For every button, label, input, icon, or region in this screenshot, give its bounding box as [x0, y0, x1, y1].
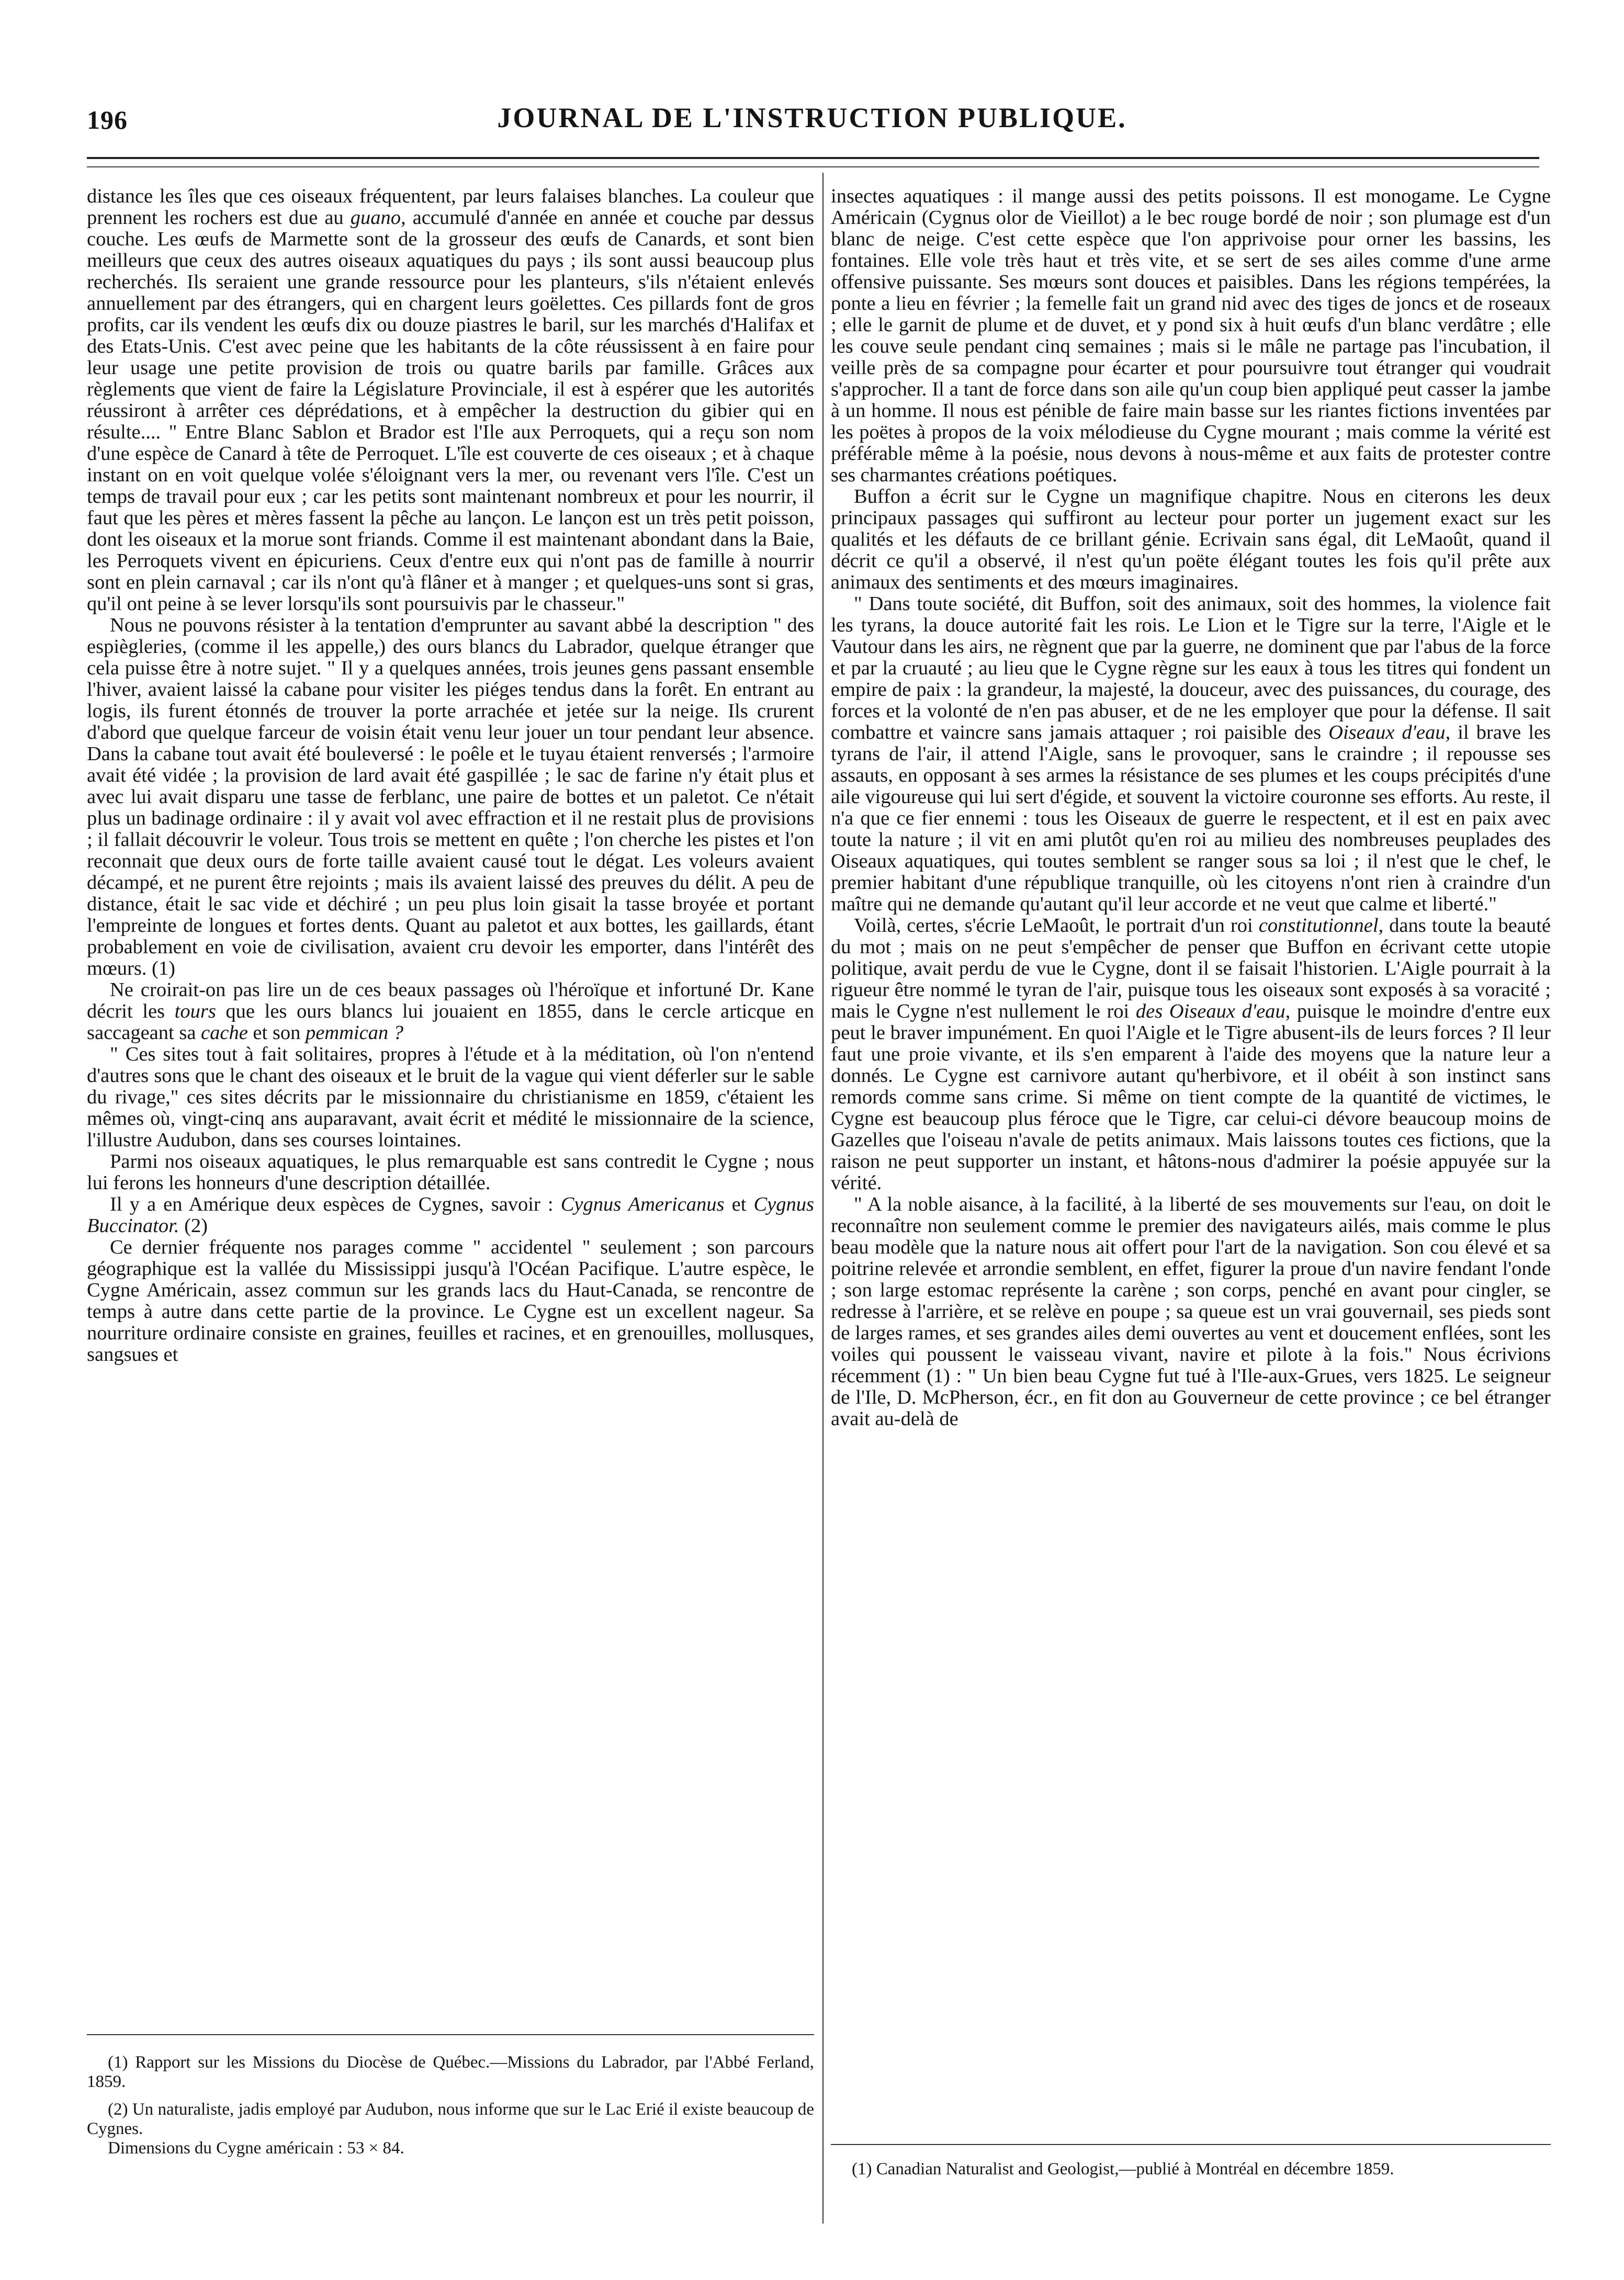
footnotes-right: [831, 2160, 1551, 2179]
page-number: 196: [87, 105, 128, 134]
left-column: [87, 186, 814, 1365]
paragraph: Parmi nos oiseaux aquatiques, le plus remarquable est sans contredit le Cygne ; nous lui ferons les honneurs d'une description détaillée.: [87, 1150, 814, 1194]
paragraph: " Ces sites tout à fait solitaires, propres à l'étude et à la méditation, où l'on n'entend d'autres sons que le chant des oiseaux et le bruit de la vague qui vient déferler sur le sable du rivage," ces sites décrits par le missionnaire du christianisme en 1859, c'étaient les mêmes où, vingt-cinq ans auparavant, avait écrit et médité le missionnaire de la science, l'illustre Audubon, dans ses courses lointaines.: [87, 1043, 814, 1151]
paragraph: " A la noble aisance, à la facilité, à la liberté de ses mouvements sur l'eau, on doit le reconnaître non seulement comme le premier des navigateurs ailés, mais comme le plus beau modèle que la nature nous ait offert pour l'art de la navigation. Son cou élevé et sa poitrine relevée et arrondie semblent, en effet, figurer la proue d'un navire fendant l'onde ; son large estomac représente la carène ; son corps, penché en avant pour cingler, se redresse à l'arrière, et se relève en poupe ; sa queue est un vrai gouvernail, ses pieds sont de larges rames, et ses grandes ailes demi ouvertes au vent et doucement enflées, sont les voiles qui poussent le vaisseau vivant, navire et pilote à la fois." Nous écrivions récemment (1) : " Un bien beau Cygne fut tué à l'Ile-aux-Grues, vers 1825. Le seigneur de l'Ile, D. McPherson, écr., en fit don au Gouverneur de cette province ; ce bel étranger avait au-delà de: [831, 1193, 1551, 1430]
paragraph: " Dans toute société, dit Buffon, soit des animaux, soit des hommes, la violence fait les tyrans, la douce autorité fait les rois. Le Lion et le Tigre sur la terre, l'Aigle et le Vautour dans les airs, ne règnent que par la guerre, ne dominent que par l'abus de la force et par la cruauté ; au lieu que le Cygne règne sur les eaux à tous les titres qui fondent un empire de paix : la grandeur, la majesté, la douceur, avec des puissances, du courage, des forces et la volonté de n'en pas abuser, et de ne les employer que pour la défense. Il sait combattre et vaincre sans jamais attaquer ; roi paisible des Oiseaux d'eau, il brave les tyrans de l'air, il attend l'Aigle, sans le provoquer, sans le craindre ; il repousse ses assauts, en opposant à ses armes la résistance de ses plumes et les coups précipités d'une aile vigoureuse qui lui sert d'égide, et souvent la victoire couronne ses efforts. Au reste, il n'a que ce fier ennemi : tous les Oiseaux de guerre le respectent, et il est en paix avec toute la nature ; il vit en ami plutôt qu'en roi au milieu des nombreuses peuplades des Oiseaux aquatiques, qui toutes semblent se ranger sous sa loi ; il n'est que le chef, le premier habitant d'une république tranquille, où les citoyens n'ont rien à craindre d'un maître qui ne demande qu'autant qu'il leur accorde et ne veut que calme et liberté.": [831, 593, 1551, 915]
paragraph: Ce dernier fréquente nos parages comme " accidentel " seulement ; son parcours géographique est la vallée du Mississippi jusqu'à l'Océan Pacifique. L'autre espèce, le Cygne Américain, assez commun sur les grands lacs du Haut-Canada, se rencontre de temps à autre dans cette partie de la province. Le Cygne est un excellent nageur. Sa nourriture ordinaire consiste en graines, feuilles et racines, et en grenouilles, mollusques, sangsues et: [87, 1236, 814, 1365]
header-rule: [87, 157, 1539, 159]
paragraph: distance les îles que ces oiseaux fréquentent, par leurs falaises blanches. La couleur que prennent les rochers est due au guano, accumulé d'année en année et couche par dessus couche. Les œufs de Marmette sont de la grosseur des œufs de Canards, et sont bien meilleurs que ceux des autres oiseaux aquatiques du pays ; ils sont aussi beaucoup plus recherchés. Ils seraient une grande ressource pour les planteurs, s'ils n'étaient enlevés annuellement par des étrangers, qui en chargent leurs goëlettes. Ces pillards font de gros profits, car ils vendent les œufs dix ou douze piastres le baril, sur les marchés d'Halifax et des Etats-Unis. C'est avec peine que les habitants de la côte réussissent à en faire pour leur usage une petite provision de trois ou quatre barils par famille. Grâces aux règlements que vient de faire la Législature Provinciale, il est à espérer que les autorités réussiront à arrêter ces déprédations, et à empêcher la destruction du gibier qui en résulte.... " Entre Blanc Sablon et Brador est l'Ile aux Perroquets, qui a reçu son nom d'une espèce de Canard à tête de Perroquet. L'île est couverte de ces oiseaux ; et à chaque instant on en voit quelque volée s'éloignant vers la mer, ou revenant vers l'île. C'est un temps de travail pour eux ; car les petits sont maintenant nombreux et pour les nourrir, il faut que les pères et mères fassent la pêche au lançon. Le lançon est un très petit poisson, dont les oiseaux et la morue sont friands. Comme il est maintenant abondant dans la Baie, les Perroquets vivent en épicuriens. Ceux d'entre eux qui n'ont pas de famille à nourrir sont en plein carnaval ; car ils n'ont qu'à flâner et à manger ; et quelques-uns sont si gras, qu'il ont peine à se lever lorsqu'ils sont poursuivis par le chasseur.": [87, 185, 814, 615]
footnote-rule: [87, 2034, 814, 2035]
paragraph: Ne croirait-on pas lire un de ces beaux passages où l'héroïque et infortuné Dr. Kane décrit les tours que les ours blancs lui jouaient en 1855, dans le cercle articque en saccageant sa cache et son pemmican ?: [87, 979, 814, 1044]
paragraph: Buffon a écrit sur le Cygne un magnifique chapitre. Nous en citerons les deux principaux passages qui suffiront au lecteur pour porter un jugement exact sur les qualités et les défauts de ce brillant génie. Ecrivain sans égal, dit LeMaoût, quand il décrit ce qu'il a observé, il n'est qu'un poëte élégant toutes les fois qu'il prête aux animaux des sentiments et des mœurs imaginaires.: [831, 486, 1551, 593]
paragraph: Nous ne pouvons résister à la tentation d'emprunter au savant abbé la description " des espiègleries, (comme il les appelle,) des ours blancs du Labrador, quelque étranger que cela puisse être à notre sujet. " Il y a quelques années, trois jeunes gens passant ensemble l'hiver, avaient laissé la cabane pour visiter les piéges tendus dans la forêt. En entrant au logis, ils furent étonnés de trouver la porte arrachée et jetée sur la neige. Ils crurent d'abord que quelque farceur de voisin était venu leur jouer un tour pendant leur absence. Dans la cabane tout avait été bouleversé : le poêle et le tuyau étaient renversés ; l'armoire avait été vidée ; la provision de lard avait été gaspillée ; le sac de farine n'y était plus et avec lui avait disparu une tasse de ferblanc, une paire de bottes et un paletot. Ce n'était plus un badinage ordinaire : il y avait vol avec effraction et il ne restait plus de provisions ; il fallait découvrir le voleur. Tous trois se mettent en quête ; l'on cherche les pistes et l'on reconnait que deux ours de forte taille avaient causé tout le dégat. Les voleurs avaient décampé, et ne purent être rejoints ; mais ils avaient laissé des preuves du délit. A peu de distance, était le sac vide et déchiré ; un peu plus loin gisait la tasse broyée et portant l'empreinte de longues et fortes dents. Quant au paletot et aux bottes, les gaillards, étant probablement en voie de civilisation, avaient cru devoir les emporter, dans l'intérêt des mœurs. (1): [87, 614, 814, 979]
footnote: Dimensions du Cygne américain : 53 × 84.: [108, 2139, 404, 2158]
right-column: [831, 186, 1551, 1430]
footnotes-left: [87, 2053, 814, 2158]
header-rule-thin: [87, 166, 1539, 167]
page-title: JOURNAL DE L'INSTRUCTION PUBLIQUE.: [497, 102, 1127, 133]
footnote: (2) Un naturaliste, jadis employé par Audubon, nous informe que sur le Lac Erié il existe beaucoup de Cygnes.: [87, 2100, 814, 2138]
paragraph: Il y a en Amérique deux espèces de Cygnes, savoir : Cygnus Americanus et Cygnus Buccinator. (2): [87, 1193, 814, 1237]
column-divider: [822, 173, 824, 2223]
paragraph: Voilà, certes, s'écrie LeMaoût, le portrait d'un roi constitutionnel, dans toute la beauté du mot ; mais on ne peut s'empêcher de penser que Buffon en écrivant cette utopie politique, avait perdu de vue le Cygne, dont il se faisait l'historien. L'Aigle pourrait à la rigueur être nommé le tyran de l'air, puisque tous les oiseaux sont exposés à sa voracité ; mais le Cygne n'est nullement le roi des Oiseaux d'eau, puisque le moindre d'entre eux peut le braver impunément. En quoi l'Aigle et le Tigre abusent-ils de leurs forces ? Il leur faut une proie vivante, et ils s'en emparent à l'aide des moyens que la nature leur a donnés. Le Cygne est carnivore autant qu'herbivore, et il obéit à son instinct sans remords comme sans crime. Si même on tient compte de la quantité de victimes, le Cygne est beaucoup plus féroce que le Tigre, car celui-ci dévore beaucoup moins de Gazelles que l'oiseau n'avale de petits animaux. Mais laissons toutes ces fictions, que la raison ne peut supporter un instant, et hâtons-nous d'admirer la poésie appuyée sur la vérité.: [831, 915, 1551, 1194]
paragraph: insectes aquatiques : il mange aussi des petits poissons. Il est monogame. Le Cygne Américain (Cygnus olor de Vieillot) a le bec rouge bordé de noir ; son plumage est d'un blanc de neige. C'est cette espèce que l'on apprivoise pour orner les bassins, les fontaines. Elle vole très haut et très vite, et se sert de ses ailes comme d'une arme offensive puissante. Ses mœurs sont douces et paisibles. Dans les régions tempérées, la ponte a lieu en février ; la femelle fait un grand nid avec des tiges de joncs et de roseaux ; elle le garnit de plume et de duvet, et y pond six à huit œufs d'un blanc verdâtre ; elle les couve seule pendant cinq semaines ; mais si le mâle ne partage pas l'incubation, il veille près de sa compagne pour écarter et pour poursuivre tout étranger qui voudrait s'approcher. Il a tant de force dans son aile qu'un coup bien appliqué peut casser la jambe à un homme. Il nous est pénible de faire main basse sur les riantes fictions inventées par les poëtes à propos de la voix mélodieuse du Cygne mourant ; mais comme la vérité est préférable même à la poésie, nous devons à nous-même et aux faits de protester contre ses charmantes créations poétiques.: [831, 185, 1551, 486]
footnote: (1) Rapport sur les Missions du Diocèse de Québec.—Missions du Labrador, par l'Abbé Ferland, 1859.: [87, 2053, 814, 2091]
footnote: (1) Canadian Naturalist and Geologist,—publié à Montréal en décembre 1859.: [852, 2160, 1394, 2179]
footnote-rule: [831, 2144, 1551, 2145]
